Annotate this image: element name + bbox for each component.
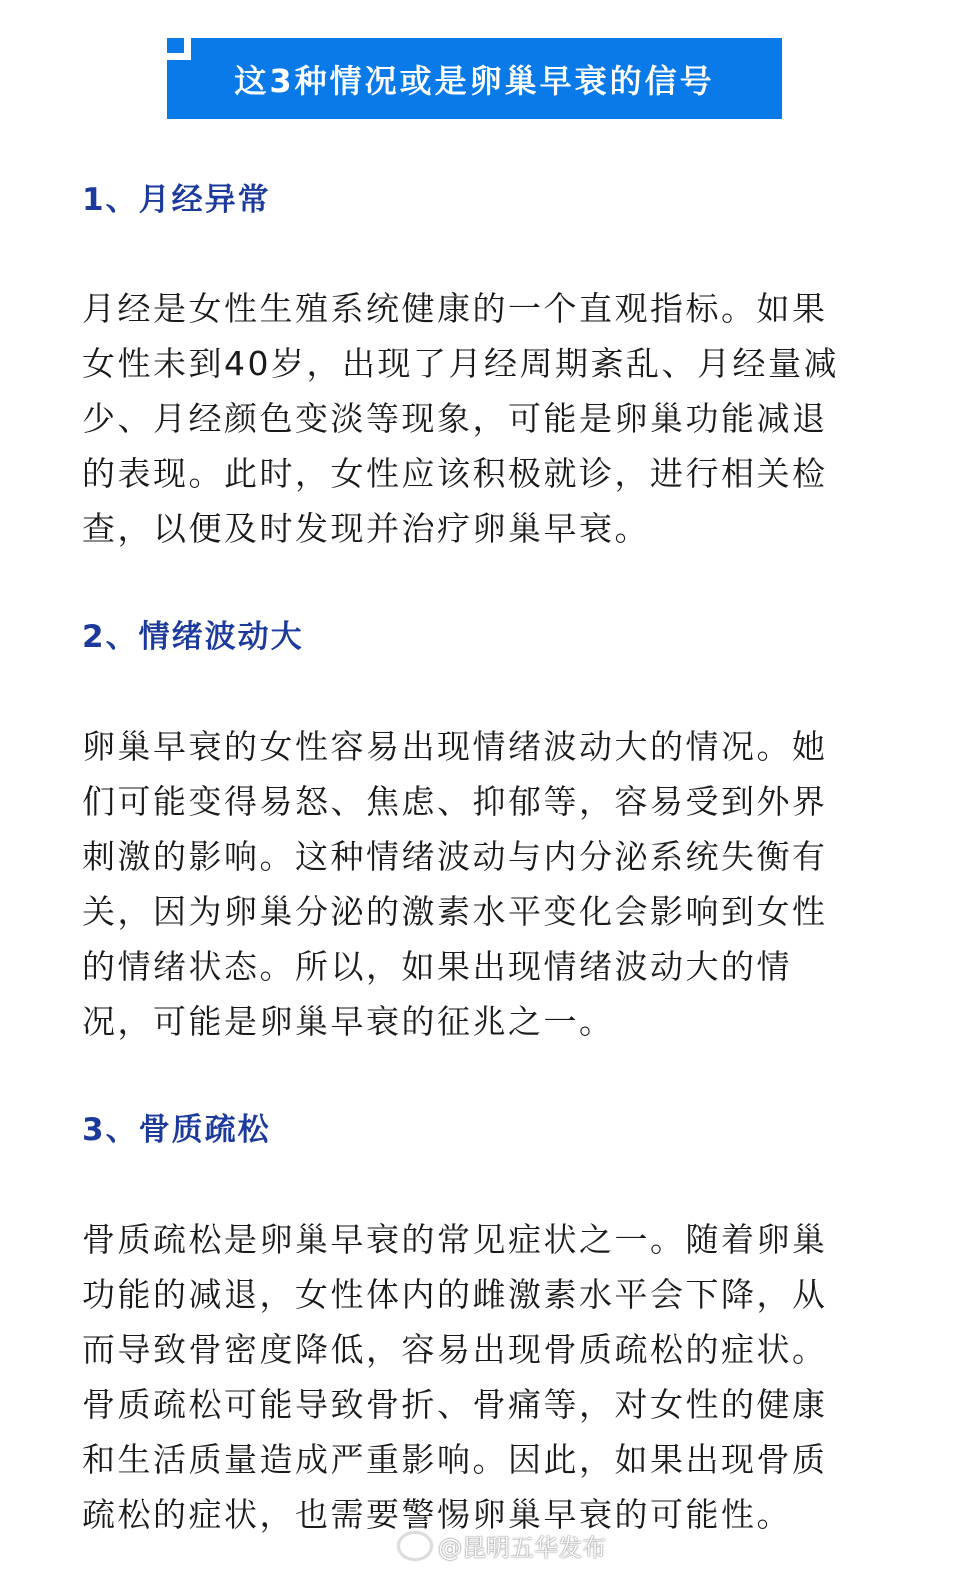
text-line: 刺激的影响。这种情绪波动与内分泌系统失衡有 bbox=[82, 837, 828, 876]
text-line: 而导致骨密度降低，容易出现骨质疏松的症状。 bbox=[82, 1330, 828, 1369]
text-line: 骨质疏松可能导致骨折、骨痛等，对女性的健康 bbox=[82, 1385, 828, 1424]
section-heading-1: 1、月经异常 bbox=[82, 182, 271, 218]
text-line: 况，可能是卵巢早衰的征兆之一。 bbox=[82, 1002, 615, 1041]
text-line: 的情绪状态。所以，如果出现情绪波动大的情 bbox=[82, 947, 792, 986]
text-line: 女性未到40岁，出现了月经周期紊乱、月经量减 bbox=[82, 344, 839, 383]
section-heading-2: 2、情绪波动大 bbox=[82, 619, 304, 655]
section-paragraph-3 bbox=[82, 1212, 882, 1542]
page-title: 这3种情况或是卵巢早衰的信号 bbox=[234, 61, 715, 100]
watermark bbox=[398, 1528, 606, 1563]
section-heading-3: 3、骨质疏松 bbox=[82, 1112, 271, 1148]
title-banner bbox=[167, 38, 782, 119]
text-line: 的表现。此时，女性应该积极就诊，进行相关检 bbox=[82, 454, 828, 493]
section-paragraph-1 bbox=[82, 281, 882, 556]
text-line: 和生活质量造成严重影响。因此，如果出现骨质 bbox=[82, 1440, 828, 1479]
text-line: 月经是女性生殖系统健康的一个直观指标。如果 bbox=[82, 289, 828, 328]
text-line: 疏松的症状，也需要警惕卵巢早衰的可能性。 bbox=[82, 1495, 792, 1534]
watermark-text: @昆明五华发布 bbox=[438, 1534, 606, 1562]
text-line: 功能的减退，女性体内的雌激素水平会下降，从 bbox=[82, 1275, 828, 1314]
section-paragraph-2 bbox=[82, 719, 882, 1049]
weibo-icon bbox=[398, 1532, 432, 1560]
text-line: 们可能变得易怒、焦虑、抑郁等，容易受到外界 bbox=[82, 782, 828, 821]
text-line: 查，以便及时发现并治疗卵巢早衰。 bbox=[82, 509, 650, 548]
text-line: 骨质疏松是卵巢早衰的常见症状之一。随着卵巢 bbox=[82, 1220, 828, 1259]
text-line: 关，因为卵巢分泌的激素水平变化会影响到女性 bbox=[82, 892, 828, 931]
text-line: 少、月经颜色变淡等现象，可能是卵巢功能减退 bbox=[82, 399, 828, 438]
text-line: 卵巢早衰的女性容易出现情绪波动大的情况。她 bbox=[82, 727, 828, 766]
